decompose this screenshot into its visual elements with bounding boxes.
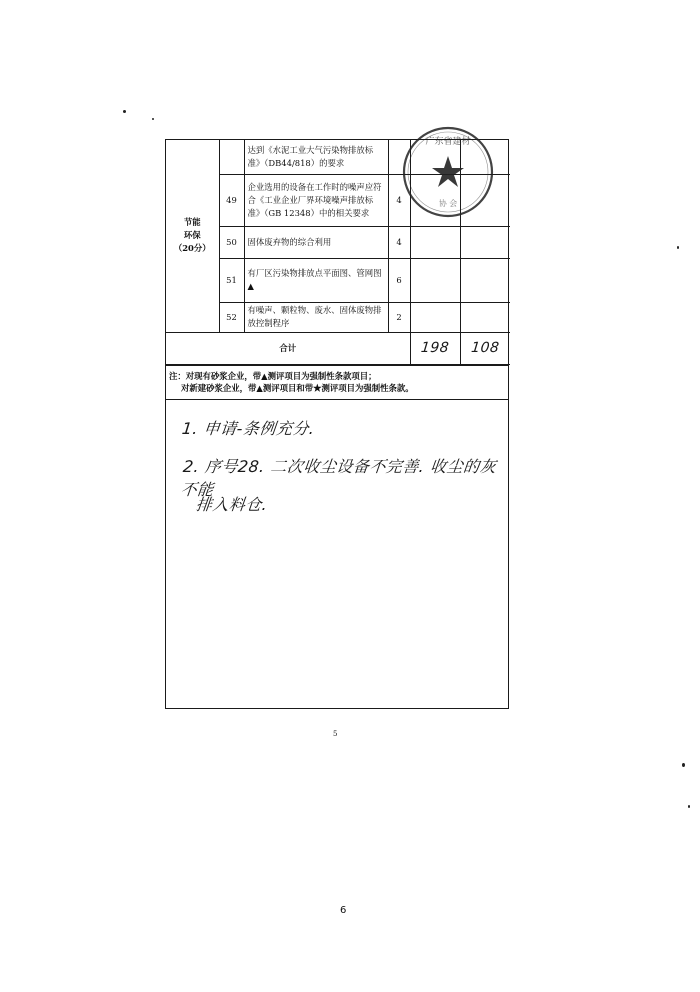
- official-seal-stamp: [400, 124, 496, 220]
- note-line: 注：对现有砂浆企业，带▲测评项目为强制性条款项目；: [169, 370, 377, 381]
- result-cell: [410, 226, 460, 258]
- remark-line: 排入料仓.: [194, 494, 269, 514]
- scan-speck: [677, 246, 679, 249]
- scan-speck: [152, 118, 154, 120]
- total-score-second: 108: [458, 332, 511, 364]
- outer-page-number: 6: [340, 905, 347, 916]
- item-description: 有厂区污染物排放点平面图、管网图▲: [244, 258, 388, 302]
- item-score: 4: [388, 174, 410, 226]
- evaluation-form: [165, 139, 509, 709]
- svg-text:协 会: 协 会: [438, 199, 458, 208]
- item-score: 4: [388, 226, 410, 258]
- item-description: 企业选用的设备在工作时的噪声应符合《工业企业厂界环境噪声排放标准》（GB 12348）中的相关要求: [244, 174, 388, 226]
- item-description: 固体废弃物的综合利用: [244, 226, 388, 258]
- remark-line: 2. 序号28. 二次收尘设备不完善. 收尘的灰不能: [179, 456, 498, 499]
- item-score: 2: [388, 302, 410, 332]
- star-icon: [432, 156, 464, 187]
- item-number: 50: [219, 226, 244, 258]
- inner-page-number: 5: [333, 730, 338, 738]
- scan-speck: [682, 763, 685, 767]
- result-cell: [410, 258, 460, 302]
- scan-speck: [123, 110, 126, 113]
- result-cell: [410, 302, 460, 332]
- remark-line: 1. 申请-条例充分.: [180, 418, 316, 438]
- total-row: [166, 332, 510, 364]
- svg-text:广东省建材: 广东省建材: [425, 137, 471, 147]
- note-line: 对新建砂浆企业，带▲测评项目和带★测评项目为强制性条款。: [181, 382, 414, 393]
- item-description: 达到《水泥工业大气污染物排放标准》（DB44/818）的要求: [244, 140, 388, 174]
- total-score-first: 198: [408, 332, 461, 364]
- item-number: [219, 140, 244, 174]
- item-number: 51: [219, 258, 244, 302]
- category-label: 节能 环保 （20分）: [173, 217, 211, 254]
- result-cell: [460, 226, 510, 258]
- result-cell: [460, 258, 510, 302]
- scan-speck: [688, 805, 690, 808]
- note-block: [166, 365, 508, 400]
- total-label: 合计: [166, 332, 410, 364]
- item-score: 6: [388, 258, 410, 302]
- category-cell: [166, 140, 219, 332]
- item-number: 49: [219, 174, 244, 226]
- item-description: 有噪声、颗粒物、废水、固体废物排放控制程序: [244, 302, 388, 332]
- result-cell: [460, 302, 510, 332]
- handwritten-remarks: [166, 400, 508, 514]
- item-number: 52: [219, 302, 244, 332]
